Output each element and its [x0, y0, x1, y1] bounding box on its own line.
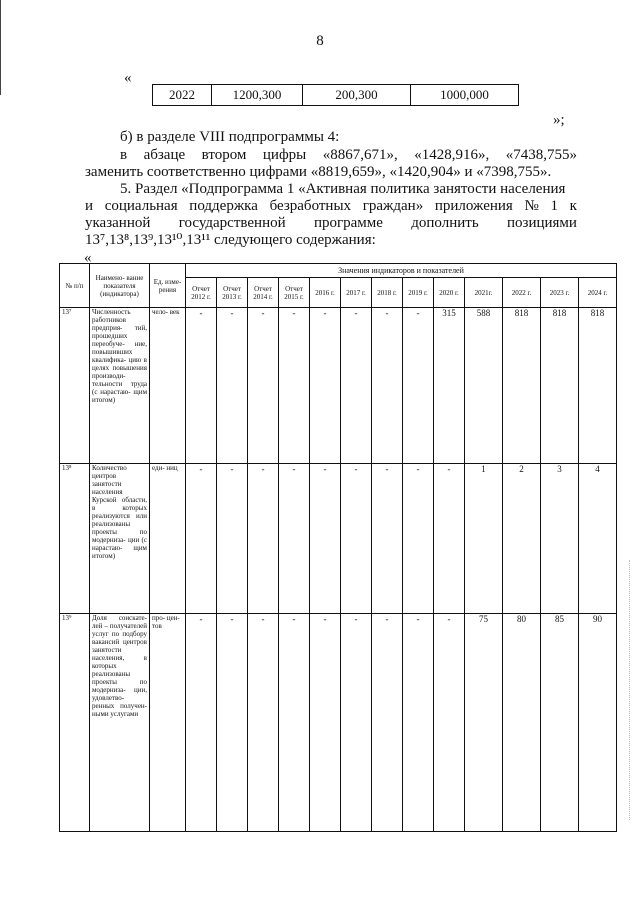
- header-values: Значения индикаторов и показателей: [186, 264, 617, 278]
- indicators-table: [59, 263, 617, 832]
- paragraph-5-line-3: [85, 215, 577, 232]
- page-number: 8: [316, 33, 324, 49]
- amount-row: [153, 85, 519, 106]
- row-value: -: [341, 464, 372, 614]
- row-value: 1: [465, 464, 503, 614]
- row-value: 85: [541, 614, 579, 832]
- word: №: [524, 198, 539, 214]
- paragraph-5-line-4: 13⁷,13⁸,13⁹,13¹⁰,13¹¹ следующего содержания:: [85, 232, 376, 248]
- word: 1: [550, 198, 558, 214]
- word: абзаце: [143, 147, 186, 163]
- year-header: Отчет 2014 г.: [248, 278, 279, 308]
- paragraph-5-line-1: 5. Раздел «Подпрограмма 1 «Активная политика занятости населения: [120, 181, 566, 197]
- amount-total: 1200,300: [212, 85, 303, 106]
- row-value: -: [217, 614, 248, 832]
- row-value: -: [403, 614, 434, 832]
- word: «8867,671»,: [322, 147, 398, 163]
- row-value: -: [310, 614, 341, 832]
- row-value: 4: [579, 464, 617, 614]
- row-value: -: [217, 464, 248, 614]
- row-indicator-name: Количество центров занятости населения Курской области, в которых реализуются или реализованы проекты по модерниза- ции (с нарастаю- щим итогом): [90, 464, 150, 614]
- word: дополнить: [411, 215, 479, 231]
- year-header: 2021г.: [465, 278, 503, 308]
- row-value: 2: [503, 464, 541, 614]
- row-number: 13⁸: [60, 464, 90, 614]
- year-header: Отчет 2015 г.: [279, 278, 310, 308]
- amount-year: 2022: [153, 85, 212, 106]
- paragraph-c-line-1: [120, 147, 577, 164]
- row-value: 818: [579, 308, 617, 464]
- row-value: -: [341, 614, 372, 832]
- row-value: -: [372, 308, 403, 464]
- year-header: Отчет 2013 г.: [217, 278, 248, 308]
- table-row: [60, 308, 617, 464]
- row-value: 588: [465, 308, 503, 464]
- row-value: -: [434, 614, 465, 832]
- row-value: -: [248, 464, 279, 614]
- header-row-1: [60, 264, 617, 278]
- row-value: -: [248, 614, 279, 832]
- table-row: [60, 614, 617, 832]
- row-value: -: [279, 308, 310, 464]
- row-value: -: [186, 308, 217, 464]
- word: в: [120, 147, 128, 163]
- header-name: Наимено- вание показателя (индикатора): [90, 264, 150, 308]
- row-value: -: [279, 614, 310, 832]
- row-value: -: [186, 614, 217, 832]
- row-value: 90: [579, 614, 617, 832]
- row-value: 80: [503, 614, 541, 832]
- row-number: 13⁹: [60, 614, 90, 832]
- word: «7438,755»: [505, 147, 577, 163]
- row-value: -: [434, 464, 465, 614]
- row-value: -: [279, 464, 310, 614]
- scan-artifact-line: [629, 560, 631, 820]
- row-value: -: [217, 308, 248, 464]
- word: «1428,916»,: [414, 147, 490, 163]
- year-header: 2018 г.: [372, 278, 403, 308]
- year-header: 2016 г.: [310, 278, 341, 308]
- row-value: -: [403, 308, 434, 464]
- year-header: 2022 г.: [503, 278, 541, 308]
- row-value: -: [372, 464, 403, 614]
- opening-quote-2: «: [84, 250, 92, 266]
- paragraph-b: б) в разделе VIII подпрограммы 4:: [120, 129, 340, 145]
- row-value: -: [403, 464, 434, 614]
- year-header: 2024 г.: [579, 278, 617, 308]
- word: указанной: [85, 215, 151, 231]
- row-value: -: [248, 308, 279, 464]
- amount-part-1: 200,300: [303, 85, 411, 106]
- row-value: -: [310, 464, 341, 614]
- word: приложения: [434, 198, 513, 214]
- year-header: 2019 г.: [403, 278, 434, 308]
- header-unit: Ед. изме- рения: [150, 264, 186, 308]
- word: цифры: [262, 147, 307, 163]
- row-value: -: [372, 614, 403, 832]
- row-indicator-name: Доля соискате- лей – получателей услуг по подбору вакансий центров занятости населения, в которых реализованы проекты по модерниза- ции, удовлетво- ренных получен- ными услугами: [90, 614, 150, 832]
- row-number: 13⁷: [60, 308, 90, 464]
- paragraph-c-line-2: заменить соответственно цифрами «8819,659», «1420,904» и «7398,755».: [85, 164, 552, 180]
- row-value: 3: [541, 464, 579, 614]
- amount-table: [152, 84, 519, 106]
- row-value: 818: [541, 308, 579, 464]
- year-header: 2023 г.: [541, 278, 579, 308]
- word: и: [85, 198, 94, 214]
- row-value: 75: [465, 614, 503, 832]
- closing-quote: »;: [553, 112, 565, 128]
- row-unit: еди- ниц: [150, 464, 186, 614]
- word: к: [569, 198, 577, 214]
- word: граждан»: [362, 198, 424, 214]
- year-header: 2017 г.: [341, 278, 372, 308]
- word: социальная: [104, 198, 178, 214]
- row-value: -: [186, 464, 217, 614]
- word: втором: [201, 147, 247, 163]
- word: позициями: [507, 215, 577, 231]
- row-value: 315: [434, 308, 465, 464]
- row-unit: чело- век: [150, 308, 186, 464]
- header-number: № п/п: [60, 264, 90, 308]
- row-indicator-name: Численность работников предприя- тий, прошедших переобуче- ние, повышивших квалифика- цию в целях повышения производи- тельности труда (с нарастаю- щим итогом): [90, 308, 150, 464]
- row-value: -: [341, 308, 372, 464]
- opening-quote: «: [124, 70, 132, 86]
- paragraph-5-line-2: [85, 198, 577, 215]
- word: программе: [313, 215, 383, 231]
- year-header: 2020 г.: [434, 278, 465, 308]
- word: безработных: [269, 198, 352, 214]
- year-header: Отчет 2012 г.: [186, 278, 217, 308]
- word: государственной: [178, 215, 286, 231]
- word: поддержка: [189, 198, 258, 214]
- amount-part-2: 1000,000: [411, 85, 519, 106]
- row-value: 818: [503, 308, 541, 464]
- row-value: -: [310, 308, 341, 464]
- table-row: [60, 464, 617, 614]
- row-unit: про- цен- тов: [150, 614, 186, 832]
